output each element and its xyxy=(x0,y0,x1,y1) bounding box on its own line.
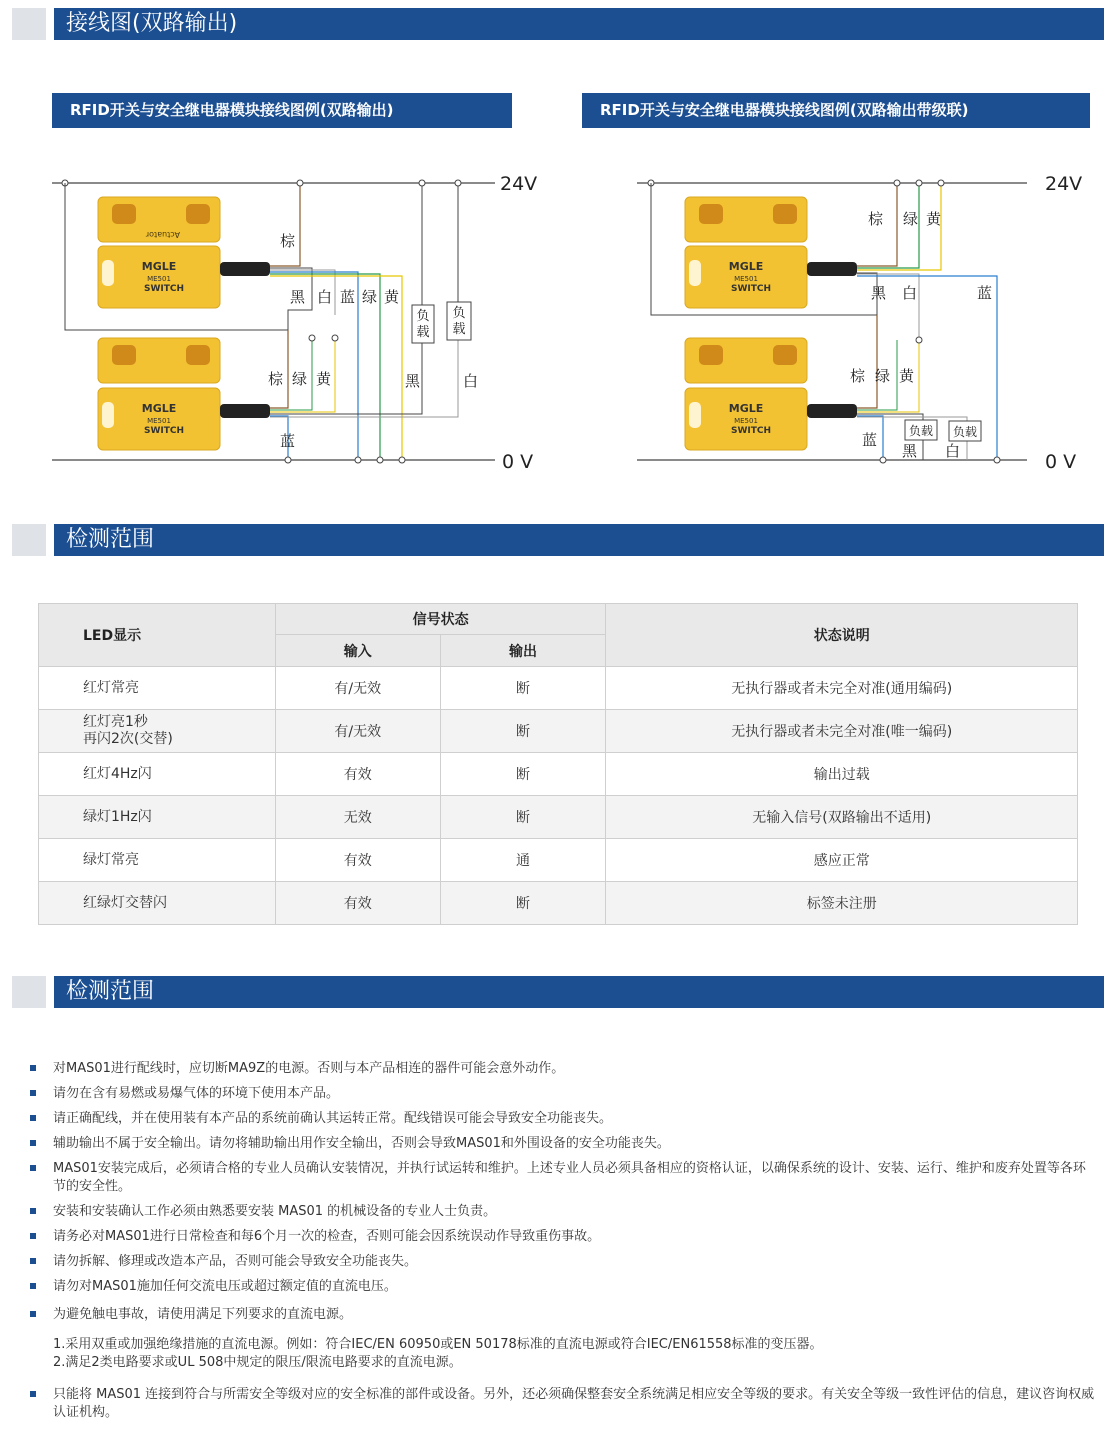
load-label-2: 负 xyxy=(452,306,466,321)
switch-model: ME501 xyxy=(734,275,758,283)
switch-model: ME501 xyxy=(147,417,171,425)
wire-label-green: 绿 xyxy=(875,367,891,385)
section-title-wiring: 接线图(双路输出) xyxy=(66,11,238,36)
actuator-label: Actuator xyxy=(145,230,180,239)
brand-logo: MGLE xyxy=(728,260,764,273)
cell-desc: 感应正常 xyxy=(606,839,1078,882)
list-item xyxy=(28,1228,1098,1246)
brand-logo: MGLE xyxy=(141,402,177,415)
load-label-2: 负载 xyxy=(952,425,978,439)
cell-desc: 标签未注册 xyxy=(606,882,1078,925)
switch-label: SWITCH xyxy=(143,284,185,294)
wire-label-yellow: 黄 xyxy=(899,367,915,385)
note-text: 请勿对MAS01施加任何交流电压或超过额定值的直流电压。 xyxy=(53,1279,397,1294)
list-item xyxy=(28,1085,1098,1103)
switch-model: ME501 xyxy=(734,417,758,425)
wiring-diagram-right xyxy=(557,160,1114,490)
safety-notes xyxy=(28,1060,1098,1429)
diagram-title-left: RFID开关与安全继电器模块接线图例(双路输出) xyxy=(52,93,512,128)
load-label-1: 负载 xyxy=(908,424,934,438)
note-text: 辅助输出不属于安全输出。请勿将辅助输出用作安全输出，否则会导致MAS01和外围设备的安全功能丧失。 xyxy=(53,1136,670,1151)
sensor-module-lower xyxy=(685,338,857,450)
label-0v-right: 0 V xyxy=(1045,451,1077,473)
wire-label-white: 白 xyxy=(945,442,961,460)
bullet-icon xyxy=(30,1311,36,1317)
section-title-detect-2: 检测范围 xyxy=(66,979,155,1004)
section-title-detect-1: 检测范围 xyxy=(66,527,155,552)
label-24v-right: 24V xyxy=(1045,173,1083,195)
cell-desc: 无输入信号(双路输出不适用) xyxy=(606,796,1078,839)
wire-label-yellow: 黄 xyxy=(384,288,400,306)
wire-label-yellow: 黄 xyxy=(316,370,332,388)
list-item xyxy=(28,1278,1098,1296)
header-input: 输入 xyxy=(275,635,440,667)
section-header-band xyxy=(54,976,1104,1008)
wire-label-blue: 蓝 xyxy=(280,432,296,450)
table-row xyxy=(39,710,1078,753)
note-text: 为避免触电事故，请使用满足下列要求的直流电源。 xyxy=(53,1307,353,1322)
wire-label-green: 绿 xyxy=(292,370,308,388)
wire-label-black: 黑 xyxy=(405,372,421,390)
list-item xyxy=(28,1253,1098,1271)
list-item xyxy=(28,1135,1098,1153)
wire-label-blue: 蓝 xyxy=(862,431,878,449)
table-row xyxy=(39,667,1078,710)
cell-output: 断 xyxy=(440,796,606,839)
sensor-module-upper xyxy=(98,197,270,308)
wire-label-black: 黑 xyxy=(290,288,306,306)
wire-label-yellow: 黄 xyxy=(926,210,942,228)
table-row xyxy=(39,796,1078,839)
switch-label: SWITCH xyxy=(730,426,772,436)
note-text: 只能将 MAS01 连接到符合与所需安全等级对应的安全标准的部件或设备。另外，还必须确保整套安全系统满足相应安全等级的要求。有关安全等级一致性评估的信息，建议咨询权威认证机构。 xyxy=(53,1387,1095,1420)
label-0v-left: 0 V xyxy=(502,451,534,473)
cell-led: 绿灯1Hz闪 xyxy=(39,796,276,839)
wire-label-brown: 棕 xyxy=(268,370,284,388)
section-header-band xyxy=(54,524,1104,556)
list-item xyxy=(28,1060,1098,1078)
cell-input: 有效 xyxy=(275,882,440,925)
section-header-wiring xyxy=(12,8,1104,40)
note-text: 请正确配线，并在使用装有本产品的系统前确认其运转正常。配线错误可能会导致安全功能丧失。 xyxy=(53,1111,613,1126)
sub-note: 2.满足2类电路要求或UL 508中规定的限压/限流电路要求的直流电源。 xyxy=(53,1355,462,1370)
cell-led: 红灯亮1秒 再闪2次(交替) xyxy=(39,710,276,753)
wiring-diagram-left xyxy=(0,160,557,490)
note-text: 请勿拆解、修理或改造本产品，否则可能会导致安全功能丧失。 xyxy=(53,1254,418,1269)
switch-model: ME501 xyxy=(147,275,171,283)
list-item xyxy=(28,1386,1098,1422)
bullet-icon xyxy=(30,1208,36,1214)
cell-desc: 无执行器或者未完全对准(通用编码) xyxy=(606,667,1078,710)
load-label-2b: 载 xyxy=(452,322,466,337)
wire-label-white: 白 xyxy=(463,372,479,390)
bullet-icon xyxy=(30,1233,36,1239)
note-text: 请勿在含有易燃或易爆气体的环境下使用本产品。 xyxy=(53,1086,340,1101)
cell-desc: 无执行器或者未完全对准(唯一编码) xyxy=(606,710,1078,753)
section-header-accent xyxy=(12,524,46,556)
section-header-accent xyxy=(12,976,46,1008)
wire-label-brown: 棕 xyxy=(868,210,884,228)
wire-label-green: 绿 xyxy=(903,210,919,228)
sensor-module-lower xyxy=(98,338,270,450)
label-24v-left: 24V xyxy=(500,173,538,195)
section-header-detect-2 xyxy=(12,976,1104,1008)
cell-output: 断 xyxy=(440,753,606,796)
wire-label-green: 绿 xyxy=(362,288,378,306)
note-text: 安装和安装确认工作必须由熟悉要安装 MAS01 的机械设备的专业人士负责。 xyxy=(53,1204,497,1219)
cell-input: 无效 xyxy=(275,796,440,839)
switch-label: SWITCH xyxy=(730,284,772,294)
cell-led: 红灯4Hz闪 xyxy=(39,753,276,796)
wire-label-brown: 棕 xyxy=(850,367,866,385)
header-led: LED显示 xyxy=(39,604,276,667)
cell-output: 断 xyxy=(440,667,606,710)
list-item xyxy=(28,1203,1098,1221)
table-row xyxy=(39,753,1078,796)
cell-input: 有/无效 xyxy=(275,667,440,710)
note-text: 对MAS01进行配线时，应切断MA9Z的电源。否则与本产品相连的器件可能会意外动作。 xyxy=(53,1061,565,1076)
wire-label-blue: 蓝 xyxy=(340,288,356,306)
list-item xyxy=(28,1160,1098,1196)
bullet-icon xyxy=(30,1140,36,1146)
table-row xyxy=(39,839,1078,882)
cell-led: 红灯常亮 xyxy=(39,667,276,710)
bullet-icon xyxy=(30,1258,36,1264)
note-text: 请务必对MAS01进行日常检查和每6个月一次的检查，否则可能会因系统误动作导致重伤事故。 xyxy=(53,1229,601,1244)
cell-input: 有效 xyxy=(275,839,440,882)
cell-output: 断 xyxy=(440,882,606,925)
cell-led: 绿灯常亮 xyxy=(39,839,276,882)
header-output: 输出 xyxy=(440,635,606,667)
note-text: MAS01安装完成后，必须请合格的专业人员确认安装情况，并执行试运转和维护。上述专业人员必须具备相应的资格认证，以确保系统的设计、安装、运行、维护和废弃处置等各环节的安全性。 xyxy=(53,1161,1086,1194)
cell-input: 有/无效 xyxy=(275,710,440,753)
header-signal: 信号状态 xyxy=(275,604,606,635)
wire-label-brown: 棕 xyxy=(280,232,296,250)
cell-output: 断 xyxy=(440,710,606,753)
switch-label: SWITCH xyxy=(143,426,185,436)
bullet-icon xyxy=(30,1283,36,1289)
table-row xyxy=(39,882,1078,925)
led-status-table xyxy=(38,603,1078,925)
section-header-detect-1 xyxy=(12,524,1104,556)
wire-label-white: 白 xyxy=(317,288,333,306)
brand-logo: MGLE xyxy=(728,402,764,415)
wire-label-black: 黑 xyxy=(871,284,887,302)
header-desc: 状态说明 xyxy=(606,604,1078,667)
list-item xyxy=(28,1306,1098,1372)
cell-led: 红绿灯交替闪 xyxy=(39,882,276,925)
cell-output: 通 xyxy=(440,839,606,882)
bullet-icon xyxy=(30,1090,36,1096)
cell-input: 有效 xyxy=(275,753,440,796)
load-label-1b: 载 xyxy=(416,325,430,340)
brand-logo: MGLE xyxy=(141,260,177,273)
load-label-1: 负 xyxy=(416,309,430,324)
bullet-icon xyxy=(30,1115,36,1121)
diagram-title-right: RFID开关与安全继电器模块接线图例(双路输出带级联) xyxy=(582,93,1090,128)
bullet-icon xyxy=(30,1165,36,1171)
wire-label-black: 黑 xyxy=(902,442,918,460)
sub-notes xyxy=(53,1336,1098,1372)
wire-label-blue: 蓝 xyxy=(977,284,993,302)
bullet-icon xyxy=(30,1391,36,1397)
sub-note: 1.采用双重或加强绝缘措施的直流电源。例如：符合IEC/EN 60950或EN 50178标准的直流电源或符合IEC/EN61558标准的变压器。 xyxy=(53,1337,823,1352)
list-item xyxy=(28,1110,1098,1128)
bullet-icon xyxy=(30,1065,36,1071)
sensor-module-upper xyxy=(685,197,857,308)
wire-label-white: 白 xyxy=(902,284,918,302)
section-header-accent xyxy=(12,8,46,40)
cell-desc: 输出过载 xyxy=(606,753,1078,796)
